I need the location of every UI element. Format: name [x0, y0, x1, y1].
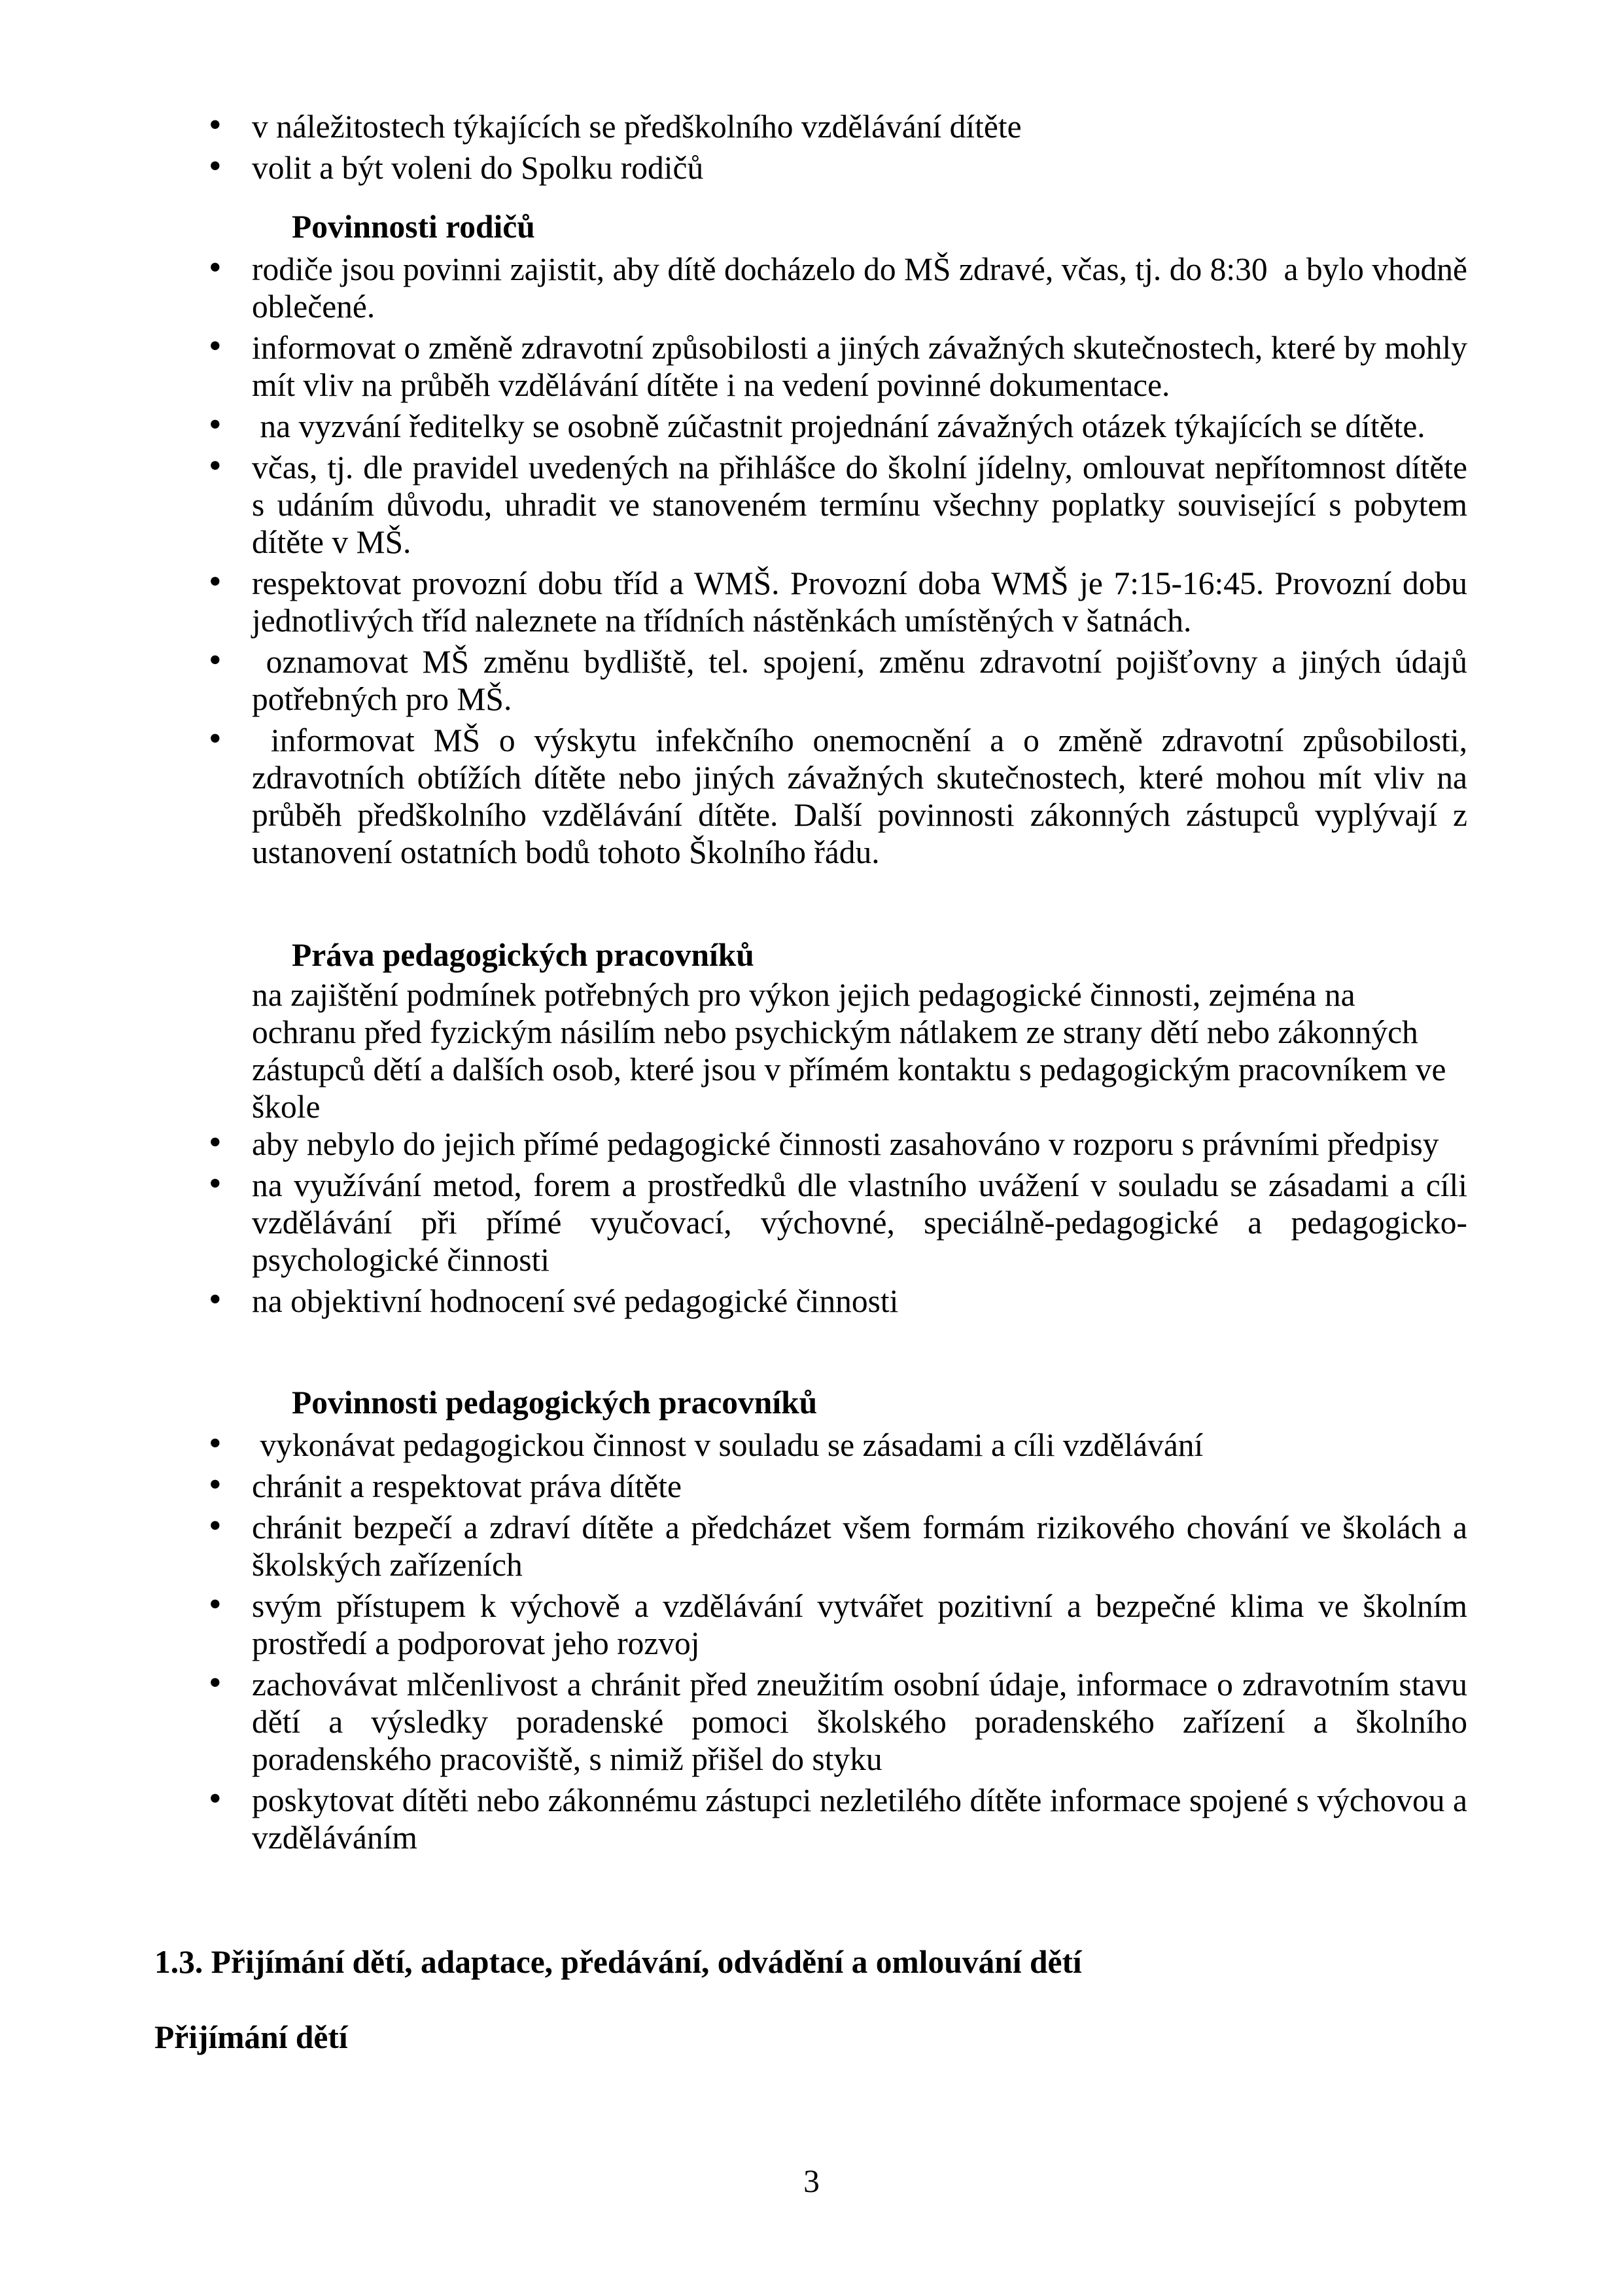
bullet-text: volit a být voleni do Spolku rodičů — [252, 150, 704, 186]
heading-prijimani-deti: Přijímání dětí — [154, 2019, 348, 2055]
bullet-icon: • — [209, 146, 222, 186]
bullet-text: chránit bezpečí a zdraví dítěte a předcházet všem formám rizikového chování ve školách a školských zařízeních — [252, 1510, 1476, 1583]
bullet-text: na objektivní hodnocení své pedagogické činnosti — [252, 1283, 899, 1319]
bullet-item — [209, 1663, 1476, 1778]
bullet-icon: • — [209, 1506, 222, 1546]
bullet-text: na využívání metod, forem a prostředků dle vlastního uvážení v souladu se zásadami a cíli vzdělávání při přímé vyučovací, výchovné, speciálně-pedagogické a pedagogicko-psychologické činnosti — [252, 1167, 1476, 1278]
bullet-icon: • — [209, 326, 222, 366]
bullet-icon: • — [209, 718, 222, 759]
bullet-text: včas, tj. dle pravidel uvedených na přihlášce do školní jídelny, omlouvat nepřítomnost dítěte s udáním důvodu, uhradit ve stanoveném termínu všechny poplatky související s pobytem dítěte v MŠ. — [252, 450, 1476, 560]
bullet-icon: • — [209, 1122, 222, 1163]
heading-section-1-3: 1.3. Přijímání dětí, adaptace, předávání, odvádění a omlouvání dětí — [154, 1944, 1082, 1980]
bullet-item — [209, 1778, 1476, 1856]
bullet-icon: • — [209, 1778, 222, 1819]
bullet-text: chránit a respektovat práva dítěte — [252, 1468, 682, 1504]
bullet-text: informovat o změně zdravotní způsobilosti a jiných závažných skutečnostech, které by mohly mít vliv na průběh vzdělávání dítěte i na vedení povinné dokumentace. — [252, 330, 1476, 403]
bullet-item — [209, 1584, 1476, 1662]
parents-rights-bullet-list — [154, 105, 1467, 186]
bullet-text: zachovávat mlčenlivost a chránit před zneužitím osobní údaje, informace o zdravotním stavu dětí a výsledky poradenské pomoci školského poradenského zařízení a školního poradenského pracoviště, s nimiž přišel do styku — [252, 1667, 1476, 1777]
bullet-item — [209, 561, 1476, 639]
bullet-text: oznamovat MŠ změnu bydliště, tel. spojení, změnu zdravotní pojišťovny a jiných údajů potřebných pro MŠ. — [252, 644, 1476, 717]
bullet-icon: • — [209, 247, 222, 288]
heading-teachers-duties: Povinnosti pedagogických pracovníků — [292, 1385, 818, 1421]
bullet-text: v náležitostech týkajících se předškolního vzdělávání dítěte — [252, 109, 1022, 145]
bullet-icon: • — [209, 1584, 222, 1625]
bullet-text: aby nebylo do jejich přímé pedagogické činnosti zasahováno v rozporu s právními předpisy — [252, 1126, 1439, 1162]
bullet-item — [209, 1279, 1467, 1320]
bullet-item — [209, 146, 1467, 186]
teachers-duties-bullet-list — [154, 1423, 1476, 1856]
bullet-item — [209, 1122, 1467, 1163]
bullet-icon: • — [209, 1279, 222, 1320]
bullet-item — [209, 1423, 1467, 1464]
heading-parents-duties: Povinnosti rodičů — [292, 209, 535, 245]
bullet-icon: • — [209, 105, 222, 145]
bullet-icon: • — [209, 561, 222, 602]
bullet-icon: • — [209, 446, 222, 486]
bullet-item — [209, 105, 1467, 145]
bullet-icon: • — [209, 1423, 222, 1464]
bullet-icon: • — [209, 1663, 222, 1703]
bullet-text: na vyzvání ředitelky se osobně zúčastnit projednání závažných otázek týkajících se dítěte. — [252, 408, 1425, 444]
bullet-item — [209, 1163, 1476, 1279]
bullet-text: rodiče jsou povinni zajistit, aby dítě docházelo do MŠ zdravé, včas, tj. do 8:30 a bylo vhodně oblečené. — [252, 251, 1476, 325]
page-number: 3 — [803, 2163, 820, 2199]
bullet-icon: • — [209, 404, 222, 445]
bullet-text: vykonávat pedagogickou činnost v souladu se zásadami a cíli vzdělávání — [252, 1427, 1204, 1463]
bullet-text: informovat MŠ o výskytu infekčního onemocnění a o změně zdravotní způsobilosti, zdravotních obtížích dítěte nebo jiných závažných skutečnostech, které mohou mít vliv na průběh předškolního vzdělávání dítěte. Další povinnosti zákonných zástupců vyplývají z ustanovení ostatních bodů tohoto Školního řádu. — [252, 722, 1476, 870]
bullet-text: poskytovat dítěti nebo zákonnému zástupci nezletilého dítěte informace spojené s výchovou a vzděláváním — [252, 1782, 1476, 1856]
bullet-item — [209, 446, 1476, 561]
bullet-item — [209, 640, 1476, 718]
bullet-icon: • — [209, 1464, 222, 1505]
bullet-item — [209, 718, 1476, 871]
bullet-text: svým přístupem k výchově a vzdělávání vytvářet pozitivní a bezpečné klima ve školním prostředí a podporovat jeho rozvoj — [252, 1588, 1476, 1661]
bullet-text: respektovat provozní dobu tříd a WMŠ. Provozní doba WMŠ je 7:15-16:45. Provozní dobu jednotlivých tříd naleznete na třídních nástěnkách umístěných v šatnách. — [252, 565, 1476, 639]
bullet-item — [209, 1506, 1476, 1583]
bullet-item — [209, 326, 1476, 404]
heading-teachers-rights: Práva pedagogických pracovníků — [292, 937, 754, 973]
bullet-item — [209, 1464, 1467, 1505]
parents-duties-bullet-list — [154, 247, 1476, 871]
teachers-rights-bullet-list — [154, 1122, 1476, 1320]
bullet-item — [209, 404, 1467, 445]
bullet-icon: • — [209, 640, 222, 680]
teachers-rights-intro-paragraph: na zajištění podmínek potřebných pro výkon jejich pedagogické činnosti, zejména na ochranu před fyzickým násilím nebo psychickým nátlakem ze strany dětí nebo zákonných zástupců dětí a dalších osob, které jsou v přímém kontaktu s pedagogickým pracovníkem ve škole — [252, 977, 1454, 1125]
bullet-item — [209, 247, 1476, 325]
bullet-icon: • — [209, 1163, 222, 1204]
